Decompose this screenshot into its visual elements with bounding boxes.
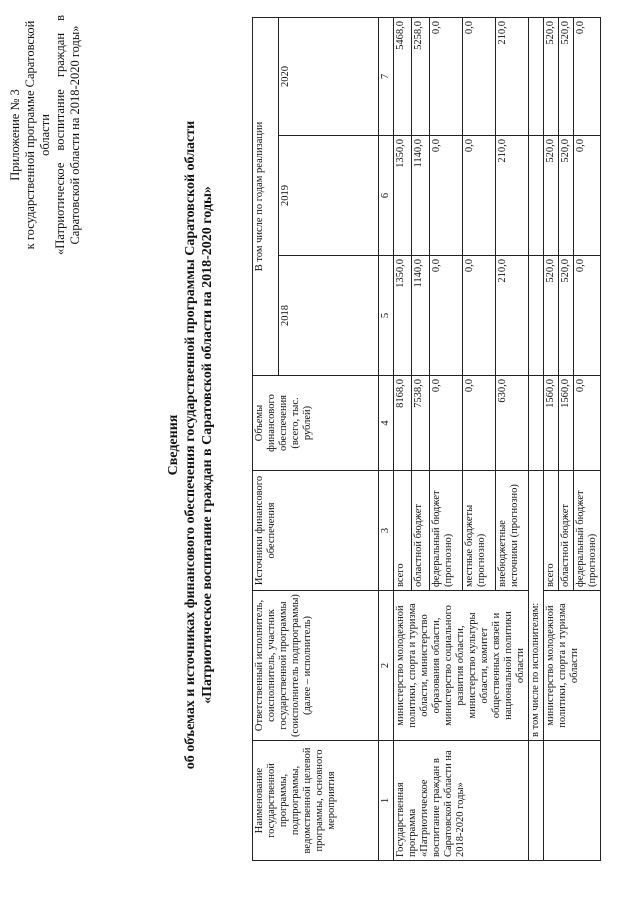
source-cell: федеральный бюджет (прогнозно)	[430, 471, 463, 591]
y2020-cell: 5468,0	[394, 18, 412, 136]
col-number: 3	[379, 471, 394, 591]
empty-cell	[544, 741, 601, 861]
executors-label: в том числе по исполнителям:	[529, 471, 544, 741]
empty-cell	[529, 741, 544, 861]
col-number: 7	[379, 18, 394, 136]
total-cell: 8168,0	[394, 376, 412, 471]
y2018-cell: 210,0	[496, 256, 529, 376]
empty-cell	[529, 256, 544, 376]
col-number: 6	[379, 136, 394, 256]
col-number: 1	[379, 741, 394, 861]
y2018-cell: 520,0	[544, 256, 559, 376]
total-cell: 630,0	[496, 376, 529, 471]
y2018-cell: 1350,0	[394, 256, 412, 376]
title-line-2: об объемах и источниках финансового обеспечения государственной программы Саратовской области	[183, 120, 198, 770]
source-cell: всего	[394, 471, 412, 591]
source-cell: областной бюджет	[559, 471, 574, 591]
header-row-1	[253, 18, 279, 861]
y2018-cell: 0,0	[430, 256, 463, 376]
total-cell: 0,0	[463, 376, 496, 471]
source-cell: местные бюджеты (прогнозно)	[463, 471, 496, 591]
appendix-line-2: «Патриотическое воспитание граждан в	[53, 15, 67, 255]
header-col-total: Объемы финансового обеспечения (всего, тыс. рублей)	[253, 376, 379, 471]
y2019-cell: 520,0	[559, 136, 574, 256]
source-cell: областной бюджет	[412, 471, 430, 591]
y2018-cell: 520,0	[559, 256, 574, 376]
empty-cell	[529, 136, 544, 256]
header-years-group: В том числе по годам реализации	[253, 18, 279, 376]
title-line-1: Сведения	[166, 414, 181, 476]
y2019-cell: 210,0	[496, 136, 529, 256]
appendix-number: Приложение № 3	[8, 89, 22, 181]
y2020-cell: 0,0	[463, 18, 496, 136]
col-number: 2	[379, 591, 394, 741]
header-col-executor: Ответственный исполнитель, соисполнитель, участник государственной программы (соисполнитель подпрограммы) (далее – исполнитель)	[253, 591, 379, 741]
y2020-cell: 520,0	[559, 18, 574, 136]
empty-cell	[529, 376, 544, 471]
y2018-cell: 0,0	[574, 256, 601, 376]
total-cell: 1560,0	[559, 376, 574, 471]
col-number: 5	[379, 256, 394, 376]
empty-cell	[529, 18, 544, 136]
program-name-cell: Государственная программа «Патриотическое воспитание граждан в Саратовской области на 2018-2020 годы»	[394, 741, 529, 861]
header-col-name: Наименование государственной программы, подпрограммы, ведомственной целевой программы, основного мероприятия	[253, 741, 379, 861]
col-number: 4	[379, 376, 394, 471]
header-year-2020: 2020	[279, 18, 379, 136]
y2020-cell: 0,0	[430, 18, 463, 136]
table-row	[394, 18, 412, 861]
total-cell: 1560,0	[544, 376, 559, 471]
y2019-cell: 1140,0	[412, 136, 430, 256]
source-cell: внебюджетные источники (прогнозно)	[496, 471, 529, 591]
y2019-cell: 0,0	[430, 136, 463, 256]
total-cell: 0,0	[430, 376, 463, 471]
table-row	[544, 18, 559, 861]
executor-name-cell: министерство молодежной политики, спорта и туризма области	[544, 591, 601, 741]
column-number-row	[379, 18, 394, 861]
y2019-cell: 0,0	[463, 136, 496, 256]
total-cell: 0,0	[574, 376, 601, 471]
program-executors-cell: министерство молодежной политики, спорта и туризма области, министерство образования области, министерство социального развития области, министерство культуры области, комитет общественных связей и национальной политики области	[394, 591, 529, 741]
y2018-cell: 1140,0	[412, 256, 430, 376]
y2019-cell: 1350,0	[394, 136, 412, 256]
y2019-cell: 520,0	[544, 136, 559, 256]
executors-label-row	[529, 18, 544, 861]
appendix-line-3: Саратовской области на 2018-2020 годы»	[68, 25, 82, 245]
source-cell: всего	[544, 471, 559, 591]
financing-table	[252, 17, 601, 861]
header-year-2018: 2018	[279, 256, 379, 376]
y2020-cell: 0,0	[574, 18, 601, 136]
document-title	[165, 5, 216, 885]
appendix-line-1: к государственной программе Саратовской области	[23, 20, 52, 250]
appendix-block	[8, 15, 83, 255]
header-year-2019: 2019	[279, 136, 379, 256]
y2020-cell: 520,0	[544, 18, 559, 136]
header-col-source: Источники финансового обеспечения	[253, 471, 379, 591]
title-line-3: «Патриотическое воспитание граждан в Саратовской области на 2018-2020 годы»	[200, 186, 215, 704]
total-cell: 7538,0	[412, 376, 430, 471]
y2019-cell: 0,0	[574, 136, 601, 256]
source-cell: федеральный бюджет (прогнозно)	[574, 471, 601, 591]
y2018-cell: 0,0	[463, 256, 496, 376]
y2020-cell: 210,0	[496, 18, 529, 136]
y2020-cell: 5258,0	[412, 18, 430, 136]
